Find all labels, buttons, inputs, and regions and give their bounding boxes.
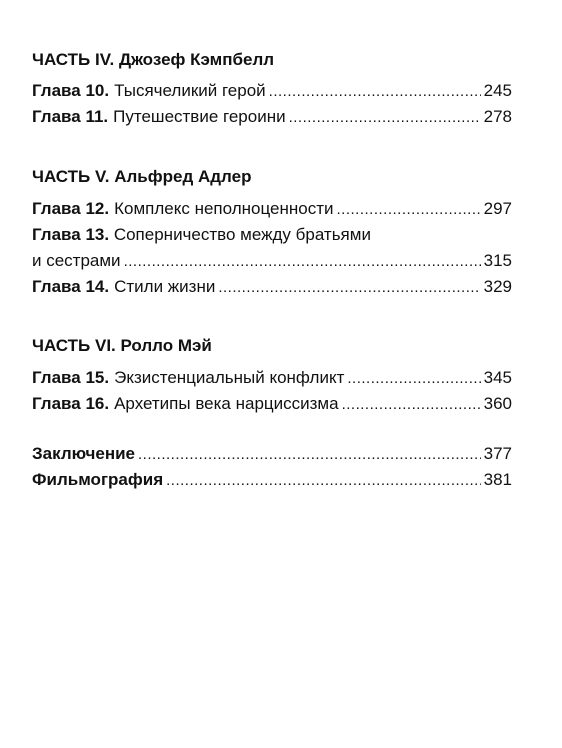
part-v-prefix: ЧАСТЬ V. [32,167,110,186]
chapter-label: Глава 14. [32,277,110,296]
part-iv-heading [32,50,274,70]
dot-leader [269,81,481,103]
dot-leader [218,277,480,299]
chapter-title: Соперничество между братьями [113,225,371,244]
toc-entry-chapter-12[interactable] [32,198,512,220]
toc-entry-chapter-13-line-1[interactable] [32,224,512,246]
page-number: 381 [483,470,512,489]
chapter-title: Экзистенциальный конфликт [114,368,345,387]
chapter-label: Глава 13. [32,225,110,244]
toc-entry-chapter-14[interactable] [32,276,512,298]
chapter-title: Тысячеликий герой [114,81,266,100]
dot-leader [138,444,481,466]
dot-leader [347,368,480,390]
page-number: 297 [483,199,512,218]
dot-leader [289,107,481,129]
chapter-title: Путешествие героини [113,107,286,126]
part-v-heading [32,167,251,187]
part-vi-heading [32,336,212,356]
toc-entry-conclusion[interactable] [32,443,512,465]
section-label: Заключение [32,444,135,463]
toc-entry-chapter-15[interactable] [32,367,512,389]
section-label: Фильмография [32,470,164,489]
chapter-title-continued: и сестрами [32,251,121,270]
chapter-label: Глава 16. [32,394,110,413]
dot-leader [342,394,481,416]
part-v-name: Альфред Адлер [114,167,252,186]
toc-entry-chapter-16[interactable] [32,393,512,415]
page-number: 278 [483,107,512,126]
page-number: 345 [483,368,512,387]
chapter-title: Архетипы века нарциссизма [114,394,339,413]
chapter-label: Глава 11. [32,107,109,126]
page-number: 360 [483,394,512,413]
page-number: 377 [483,444,512,463]
chapter-label: Глава 15. [32,368,110,387]
chapter-title: Стили жизни [114,277,216,296]
part-vi-prefix: ЧАСТЬ VI. [32,336,116,355]
page-number: 315 [483,251,512,270]
toc-entry-chapter-11[interactable] [32,106,512,128]
dot-leader [124,251,481,273]
chapter-title: Комплекс неполноценности [114,199,334,218]
page-number: 245 [483,81,512,100]
part-vi-name: Ролло Мэй [120,336,212,355]
chapter-label: Глава 12. [32,199,110,218]
toc-entry-chapter-13-line-2[interactable] [32,250,512,272]
dot-leader [166,470,481,492]
part-iv-prefix: ЧАСТЬ IV. [32,50,115,69]
chapter-label: Глава 10. [32,81,110,100]
part-iv-name: Джозеф Кэмпбелл [118,50,275,69]
toc-entry-chapter-10[interactable] [32,80,512,102]
page-number: 329 [483,277,512,296]
toc-entry-filmography[interactable] [32,469,512,491]
dot-leader [336,199,480,221]
